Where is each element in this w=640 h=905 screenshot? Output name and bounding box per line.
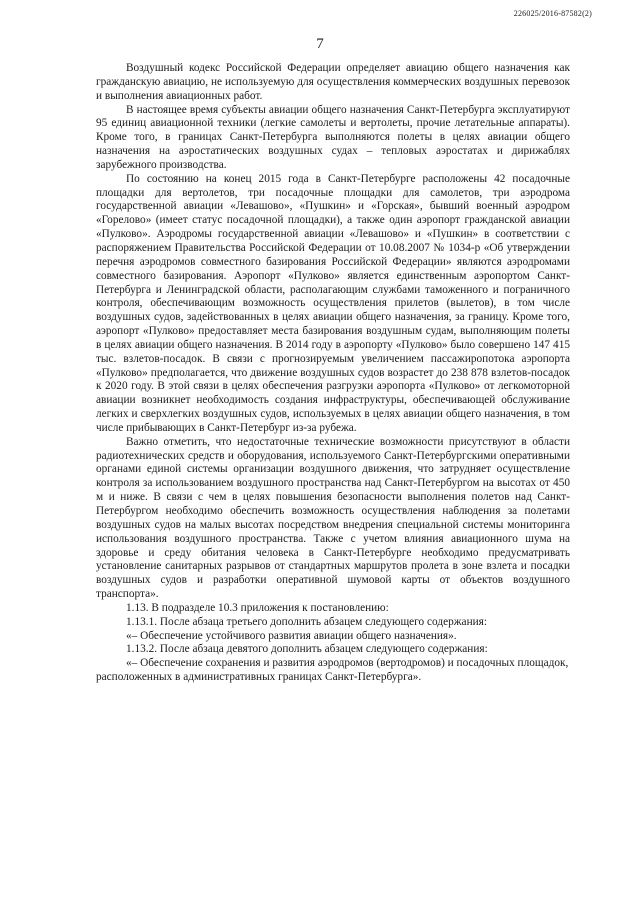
- paragraph-item-1-13-1: 1.13.1. После абзаца третьего дополнить абзацем следующего содержания:: [126, 615, 487, 628]
- paragraph-item-1-13: 1.13. В подразделе 10.3 приложения к постановлению:: [126, 601, 389, 614]
- paragraph-air-code: Воздушный кодекс Российской Федерации определяет авиацию общего назначения как гражданскую авиацию, не используемую для осуществления коммерческих воздушных перевозок и выполнения авиационных работ.: [96, 62, 570, 102]
- paragraph-fleet: В настоящее время субъекты авиации общего назначения Санкт-Петербурга эксплуатируют 95 единиц авиационной техники (легкие самолеты и вертолеты, прочие летательные аппараты). Кроме того, в границах Санкт-Петербурга выполняются полеты в целях авиации общего назначения на аэростатических воздушных судах – тепловых аэростатах и дирижаблях зарубежного производства.: [96, 103, 570, 171]
- page-number: 7: [316, 36, 324, 52]
- paragraph-quote-2: «– Обеспечение сохранения и развития аэродромов (вертодромов) и посадочных площадок, расположенных в административных границах Санкт-Петербурга».: [96, 657, 569, 684]
- paragraph-airfields: По состоянию на конец 2015 года в Санкт-Петербурге расположены 42 посадочные площадки для вертолетов, три посадочные площадки для самолетов, три аэродрома государственной авиации «Левашово», «Пушкин» и «Горская», бывший военный аэродром «Горелово» (имеет статус посадочной площадки), а также один аэропорт гражданской авиации «Пулково». Аэродромы государственной авиации «Левашово» и «Пушкин» в соответствии с распоряжением Правительства Российской Федерации от 10.08.2007 № 1034-р «Об утверждении перечня аэродромов совместного базирования Российской Федерации» являются аэродромами совместного базирования. Аэропорт «Пулково» является единственным аэропортом Санкт-Петербурга и Ленинградской области, располагающим службами таможенного и пограничного контроля, обеспечивающим возможность осуществления прилетов (вылетов), в том числе воздушных судов, задействованных в целях авиации общего назначения, за границу. Кроме того, аэропорт «Пулково» предоставляет места базирования воздушным судам, выполняющим полеты в целях авиации общего назначения. В 2014 году в аэропорту «Пулково» было совершено 147 415 тыс. взлетов-посадок. В связи с прогнозируемым увеличением пассажиропотока аэропорта «Пулково» предполагается, что движение воздушных судов возрастет до 238 878 взлетов-посадок к 2020 году. В этой связи в целях обеспечения разгрузки аэропорта «Пулково» от легкомоторной авиации возникнет необходимость создания инфраструктуры, обеспечивающей обслуживание легких и сверхлегких воздушных судов, используемых в целях авиации общего назначения, в том числе прибывающих в Санкт-Петербург из-за рубежа.: [96, 172, 570, 434]
- document-body: [96, 62, 570, 685]
- document-id: 226025/2016-87582(2): [513, 9, 592, 18]
- paragraph-quote-1: «– Обеспечение устойчивого развития авиации общего назначения».: [126, 629, 457, 642]
- paragraph-technical-capabilities: Важно отметить, что недостаточные технические возможности присутствуют в области радиотехнических средств и оборудования, используемого Санкт-Петербургскими оперативными органами единой системы организации воздушного движения, что затрудняет осуществление контроля за использованием воздушного пространства над Санкт-Петербургом на высотах от 450 м и ниже. В связи с чем в целях повышения безопасности выполнения полетов над Санкт-Петербургом необходимо обеспечить возможность осуществления наблюдения за полетами воздушных судов на малых высотах посредством внедрения специальной системы мониторинга использования воздушного пространства. Также с учетом влияния авиационного шума на здоровье и среду обитания человека в Санкт-Петербурге необходимо предусматривать установление санитарных разрывов от стандартных маршрутов пролета в зоне взлета и посадки воздушных судов и разработки оперативной шумовой карты от объектов воздушного транспорта».: [96, 435, 570, 601]
- paragraph-item-1-13-2: 1.13.2. После абзаца девятого дополнить абзацем следующего содержания:: [126, 643, 488, 656]
